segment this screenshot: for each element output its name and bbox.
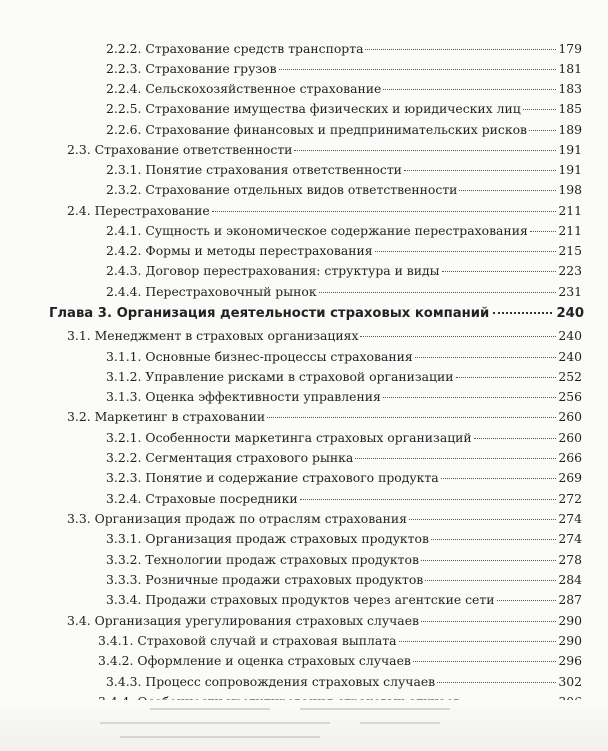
dot-leader xyxy=(493,312,552,314)
dot-leader xyxy=(431,539,556,540)
toc-entry xyxy=(67,512,582,526)
toc-entry-title: 3.3.1. Организация продаж страховых продуктов xyxy=(106,531,429,546)
toc-entry xyxy=(98,654,582,668)
toc-page-number: 191 xyxy=(558,142,582,157)
dot-leader xyxy=(421,621,556,622)
dot-leader xyxy=(375,251,557,252)
toc-entry-title: 3.4.3. Процесс сопровождения страховых случаев xyxy=(106,674,436,689)
toc-entry-title: 3.4.2. Оформление и оценка страховых случаев xyxy=(98,653,411,668)
dot-leader xyxy=(437,682,556,683)
dot-leader xyxy=(404,170,556,171)
toc-entry-title: 2.4.2. Формы и методы перестрахования xyxy=(106,243,373,258)
dot-leader xyxy=(294,150,556,151)
toc-page-number: 302 xyxy=(558,674,582,689)
dot-leader xyxy=(459,190,556,191)
toc-entry xyxy=(67,614,582,628)
toc-page-number: 290 xyxy=(558,633,582,648)
toc-entry-title: 3.1.1. Основные бизнес-процессы страхования xyxy=(106,349,413,364)
toc-entry xyxy=(106,471,582,485)
bleed-through-area xyxy=(0,700,608,751)
dot-leader xyxy=(409,519,556,520)
dot-leader xyxy=(415,357,557,358)
dot-leader xyxy=(399,641,557,642)
toc-entry xyxy=(106,264,582,278)
dot-leader xyxy=(441,478,557,479)
toc-entry-title: 2.4.4. Перестраховочный рынок xyxy=(106,284,317,299)
toc-entry-title: 2.4.3. Договор перестрахования: структура и виды xyxy=(106,263,440,278)
dot-leader xyxy=(279,69,557,70)
dot-leader xyxy=(365,49,556,50)
dot-leader xyxy=(474,438,557,439)
toc-entry xyxy=(106,390,582,404)
toc-entry xyxy=(67,204,582,218)
toc-entry xyxy=(106,675,582,689)
toc-entry-title: 3.2.4. Страховые посредники xyxy=(106,491,298,506)
toc-entry-title: 3.1.3. Оценка эффективности управления xyxy=(106,389,381,404)
toc-entry xyxy=(106,492,582,506)
toc-page-number: 185 xyxy=(558,101,582,116)
toc-entry xyxy=(67,410,582,424)
dot-leader xyxy=(523,109,557,110)
toc-page-number: 189 xyxy=(558,122,582,137)
dot-leader xyxy=(212,211,557,212)
dot-leader xyxy=(413,661,556,662)
toc-page-number: 240 xyxy=(556,306,584,321)
toc-entry xyxy=(106,593,582,607)
toc-entry-title: 3.1. Менеджмент в страховых организациях xyxy=(67,328,359,343)
toc-entry xyxy=(106,82,582,96)
toc-entry-title: 3.2.2. Сегментация страхового рынка xyxy=(106,450,354,465)
toc-entry-title: 2.2.2. Страхование средств транспорта xyxy=(106,41,364,56)
dot-leader xyxy=(360,336,556,337)
dot-leader xyxy=(529,130,556,131)
toc-page-number: 179 xyxy=(558,41,582,56)
toc-entry-title: 2.3. Страхование ответственности xyxy=(67,142,293,157)
toc-entry xyxy=(67,143,582,157)
toc-entry-title: 2.2.5. Страхование имущества физических и юридических лиц xyxy=(106,101,521,116)
toc-entry xyxy=(106,123,582,137)
toc-page-number: 260 xyxy=(558,430,582,445)
toc-entry-title: 3.2.1. Особенности маркетинга страховых организаций xyxy=(106,430,472,445)
dot-leader xyxy=(383,89,556,90)
toc-entry-title: 2.2.6. Страхование финансовых и предпринимательских рисков xyxy=(106,122,528,137)
toc-page-number: 211 xyxy=(558,223,582,238)
dot-leader xyxy=(425,580,556,581)
toc-entry xyxy=(106,285,582,299)
toc-entry-title: 3.4. Организация урегулирования страховых случаев xyxy=(67,613,420,628)
dot-leader xyxy=(355,458,556,459)
dot-leader xyxy=(530,231,557,232)
toc-page-number: 278 xyxy=(558,552,582,567)
toc-page-number: 191 xyxy=(558,162,582,177)
toc-entry xyxy=(106,62,582,76)
toc-entry xyxy=(106,183,582,197)
toc-entry xyxy=(98,634,582,648)
toc-page-number: 198 xyxy=(558,182,582,197)
toc-page-number: 287 xyxy=(558,592,582,607)
toc-entry-title: 2.4. Перестрахование xyxy=(67,203,210,218)
dot-leader xyxy=(319,292,557,293)
toc-page-number: 284 xyxy=(558,572,582,587)
toc-entry xyxy=(106,244,582,258)
toc-entry xyxy=(106,573,582,587)
toc-page-number: 223 xyxy=(558,263,582,278)
toc-page-number: 260 xyxy=(558,409,582,424)
toc-page-number: 274 xyxy=(558,531,582,546)
toc-entry-title: 3.3.3. Розничные продажи страховых продуктов xyxy=(106,572,424,587)
toc-entry-title: Глава 3. Организация деятельности страховых компаний xyxy=(49,306,490,321)
dot-leader xyxy=(442,271,557,272)
toc-page-number: 252 xyxy=(558,369,582,384)
toc-entry xyxy=(106,350,582,364)
toc-page-number: 183 xyxy=(558,81,582,96)
toc-page-number: 290 xyxy=(558,613,582,628)
toc-entry xyxy=(106,431,582,445)
toc-page-number: 269 xyxy=(558,470,582,485)
dot-leader xyxy=(456,377,557,378)
toc-entry xyxy=(106,42,582,56)
dot-leader xyxy=(267,417,556,418)
toc-entry xyxy=(106,163,582,177)
dot-leader xyxy=(421,560,556,561)
toc-entry-title: 3.3.4. Продажи страховых продуктов через агентские сети xyxy=(106,592,495,607)
toc-page-number: 274 xyxy=(558,511,582,526)
toc-entry xyxy=(67,329,582,343)
toc-page-number: 240 xyxy=(558,349,582,364)
toc-entry-title: 2.3.1. Понятие страхования ответственности xyxy=(106,162,402,177)
toc-entry xyxy=(106,102,582,116)
toc-chapter-heading xyxy=(49,307,584,321)
toc-page-number: 272 xyxy=(558,491,582,506)
toc-entry xyxy=(106,370,582,384)
toc-page-number: 296 xyxy=(558,653,582,668)
toc-page-number: 256 xyxy=(558,389,582,404)
toc-entry-title: 2.2.4. Сельскохозяйственное страхование xyxy=(106,81,382,96)
toc-entry xyxy=(106,553,582,567)
toc-entry xyxy=(106,451,582,465)
dot-leader xyxy=(300,499,557,500)
toc-entry-title: 3.1.2. Управление рисками в страховой организации xyxy=(106,369,454,384)
toc-entry-title: 3.2.3. Понятие и содержание страхового продукта xyxy=(106,470,439,485)
toc-page-number: 240 xyxy=(558,328,582,343)
dot-leader xyxy=(497,600,557,601)
toc-page-number: 231 xyxy=(558,284,582,299)
toc-page-number: 266 xyxy=(558,450,582,465)
toc-page-number: 211 xyxy=(558,203,582,218)
toc-entry-title: 2.2.3. Страхование грузов xyxy=(106,61,277,76)
toc-entry-title: 2.4.1. Сущность и экономическое содержание перестрахования xyxy=(106,223,528,238)
toc-entry-title: 3.2. Маркетинг в страховании xyxy=(67,409,266,424)
toc-entry-title: 2.3.2. Страхование отдельных видов ответственности xyxy=(106,182,458,197)
toc-page-number: 215 xyxy=(558,243,582,258)
toc-entry xyxy=(106,224,582,238)
toc-entry-title: 3.4.1. Страховой случай и страховая выплата xyxy=(98,633,397,648)
toc-page-number: 181 xyxy=(558,61,582,76)
toc-entry-title: 3.3. Организация продаж по отраслям страхования xyxy=(67,511,407,526)
toc-entry xyxy=(106,532,582,546)
toc-entry-title: 3.3.2. Технологии продаж страховых продуктов xyxy=(106,552,419,567)
dot-leader xyxy=(383,397,557,398)
